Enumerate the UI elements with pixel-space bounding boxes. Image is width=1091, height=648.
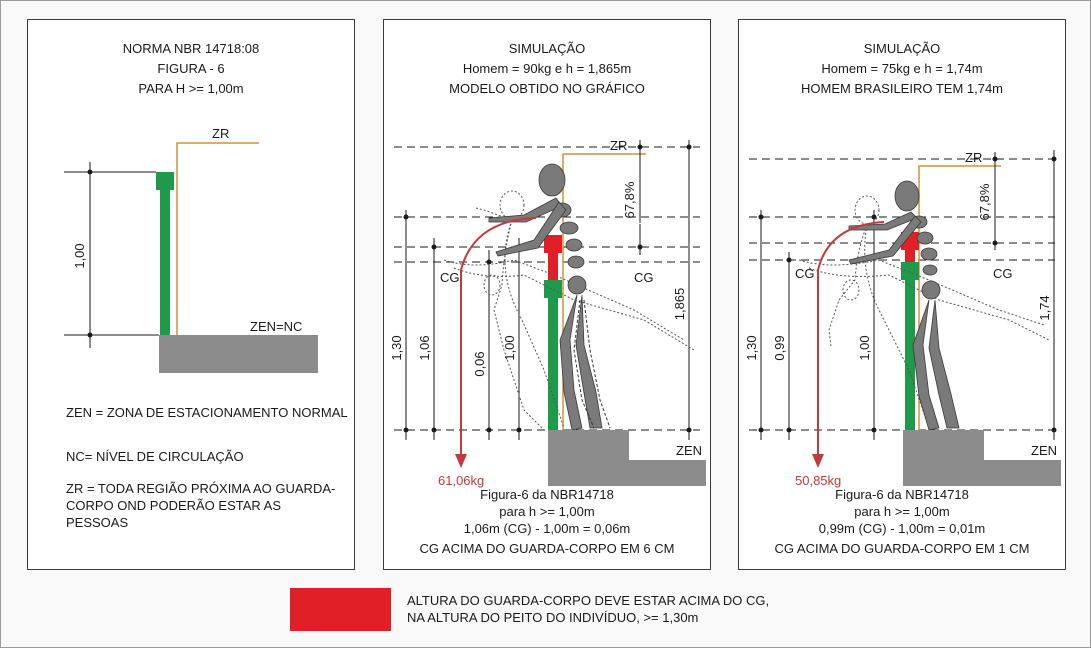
panel2-title-line2: Homem = 90kg e h = 1,865m <box>462 61 632 76</box>
panel3-dim-1-00: 1,00 <box>857 335 872 361</box>
panel3-mannequin <box>849 181 959 430</box>
panel3-stairs <box>903 430 1061 486</box>
panel3-guardrail-green <box>901 262 919 280</box>
panel1-title-line1: NORMA NBR 14718:08 <box>122 41 260 56</box>
legend-nc: NC= NÍVEL DE CIRCULAÇÃO <box>66 449 244 464</box>
panel2-pct: 67,8% <box>622 181 637 219</box>
guardrail-top <box>156 172 174 190</box>
panel1-title-line3: PARA H >= 1,00m <box>138 81 244 96</box>
panel-simulacao-75kg <box>738 19 1066 570</box>
panel2-cg-right: CG <box>634 270 654 285</box>
legend-text-line2: NA ALTURA DO PEITO DO INDIVÍDUO, >= 1,30m <box>407 610 699 625</box>
dim-1-00: 1,00 <box>72 243 87 269</box>
panel3-drawing <box>739 110 1065 490</box>
panel2-caption-line2: para h >= 1,00m <box>499 504 595 519</box>
panel2-dim-1-00: 1,00 <box>502 335 517 361</box>
panel2-title-line1: SIMULAÇÃO <box>508 41 586 56</box>
panel3-pct: 67,8% <box>977 183 992 221</box>
legend-zr: ZR = TODA REGIÃO PRÓXIMA AO GUARDA-CORPO OND PODERÃO ESTAR AS PESSOAS <box>66 481 336 530</box>
panel-simulacao-90kg <box>383 19 711 570</box>
panel3-title-line2: Homem = 75kg e h = 1,74m <box>821 61 983 76</box>
panel2-dim-1-30: 1,30 <box>389 335 404 361</box>
panel3-dim-0-99: 0,99 <box>772 335 787 361</box>
panel2-dim-1-865: 1,865 <box>672 287 687 321</box>
guardrail-post <box>160 190 170 335</box>
panel2-guardrail-red <box>544 235 562 253</box>
panel2-force-label: 61,06kg <box>438 473 485 488</box>
panel2-caption-line3: 1,06m (CG) - 1,00m = 0,06m <box>463 521 631 536</box>
panel2-cg-left: CG <box>440 270 460 285</box>
panel2-caption-line1: Figura-6 da NBR14718 <box>480 487 614 502</box>
panel2-title-line3: MODELO OBTIDO NO GRÁFICO <box>449 81 645 96</box>
panel2-dim-0-06: 0,06 <box>472 351 487 377</box>
panel3-caption-line1: Figura-6 da NBR14718 <box>835 487 969 502</box>
panel2-caption-line4: CG ACIMA DO GUARDA-CORPO EM 6 CM <box>419 541 675 556</box>
panel3-caption-line3: 0,99m (CG) - 1,00m = 0,01m <box>818 521 986 536</box>
panel1-title-line2: FIGURA - 6 <box>157 61 225 76</box>
panel3-dim-1-74: 1,74 <box>1037 295 1052 321</box>
panel3-zr-label: ZR <box>965 150 983 165</box>
zr-line <box>177 143 259 168</box>
panel3-title-line3: HOMEM BRASILEIRO TEM 1,74m <box>800 81 1004 96</box>
panel2-zr-label: ZR <box>610 138 628 153</box>
legend-red-swatch <box>290 588 391 631</box>
panel-norma <box>27 19 355 570</box>
panel3-cg-left: CG <box>795 266 815 281</box>
zr-label: ZR <box>212 126 230 141</box>
panel2-dim-1-06: 1,06 <box>417 335 432 361</box>
panel3-caption-line2: para h >= 1,00m <box>854 504 950 519</box>
ground-block <box>159 335 318 373</box>
panel3-caption-line4: CG ACIMA DO GUARDA-CORPO EM 1 CM <box>774 541 1030 556</box>
panel3-title-line1: SIMULAÇÃO <box>863 41 941 56</box>
panel2-stairs <box>548 430 706 486</box>
panel2-zen-label: ZEN <box>676 443 702 458</box>
zen-nc-label: ZEN=NC <box>250 319 303 334</box>
panel2-drawing <box>384 110 710 490</box>
panel3-cg-right: CG <box>993 266 1013 281</box>
panel2-guardrail-green <box>544 280 562 298</box>
panel3-force-label: 50,85kg <box>795 473 842 488</box>
legend-zen: ZEN = ZONA DE ESTACIONAMENTO NORMAL <box>66 405 348 420</box>
legend-text-line1: ALTURA DO GUARDA-CORPO DEVE ESTAR ACIMA DO CG, <box>407 593 770 608</box>
panel3-dim-1-30: 1,30 <box>744 335 759 361</box>
panel3-zen-label: ZEN <box>1031 443 1057 458</box>
